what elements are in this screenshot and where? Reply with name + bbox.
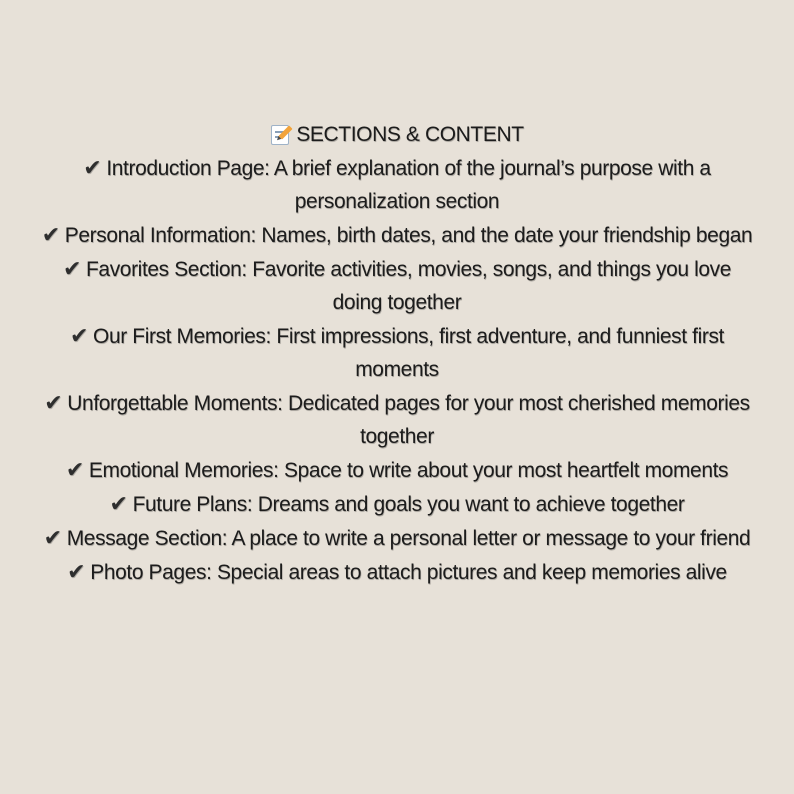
list-item-introduction-page: [40, 151, 754, 218]
checkmark-icon: ✔: [67, 559, 86, 584]
list-item-text: Message Section: A place to write a personal letter or message to your friend: [66, 527, 751, 550]
checkmark-icon: ✔: [83, 155, 102, 180]
list-item-future-plans: [40, 487, 754, 521]
list-item-text: Favorites Section: Favorite activities, movies, songs, and things you love doing together: [86, 258, 732, 314]
list-item-text: Our First Memories: First impressions, first adventure, and funniest first moments: [93, 325, 724, 381]
list-item-text: Personal Information: Names, birth dates, and the date your friendship began: [64, 224, 753, 247]
list-item-text: Introduction Page: A brief explanation of the journal’s purpose with a personalization section: [106, 157, 711, 213]
sections-content-block: [40, 118, 754, 589]
list-item-favorites-section: [40, 252, 754, 319]
list-item-our-first-memories: [40, 319, 754, 386]
list-item-message-section: [40, 521, 754, 555]
list-item-text: Emotional Memories: Space to write about your most heartfelt moments: [88, 459, 729, 482]
checkmark-icon: ✔: [44, 390, 63, 415]
checkmark-icon: ✔: [65, 457, 84, 482]
checkmark-icon: ✔: [109, 491, 128, 516]
list-item-text: Photo Pages: Special areas to attach pictures and keep memories alive: [90, 561, 727, 584]
list-item-text: Future Plans: Dreams and goals you want to achieve together: [132, 493, 685, 516]
list-item-text: Unforgettable Moments: Dedicated pages for your most cherished memories together: [67, 392, 750, 448]
list-item-photo-pages: [40, 555, 754, 589]
list-item-unforgettable-moments: [40, 386, 754, 453]
checkmark-icon: ✔: [62, 256, 81, 281]
list-item-emotional-memories: [40, 453, 754, 487]
checkmark-icon: ✔: [41, 222, 60, 247]
sections-heading: [40, 118, 754, 151]
checkmark-icon: ✔: [70, 323, 89, 348]
memo-icon: [270, 124, 292, 144]
sections-heading-text: SECTIONS & CONTENT: [296, 123, 524, 146]
list-item-personal-information: [40, 218, 754, 252]
checkmark-icon: ✔: [43, 525, 62, 550]
